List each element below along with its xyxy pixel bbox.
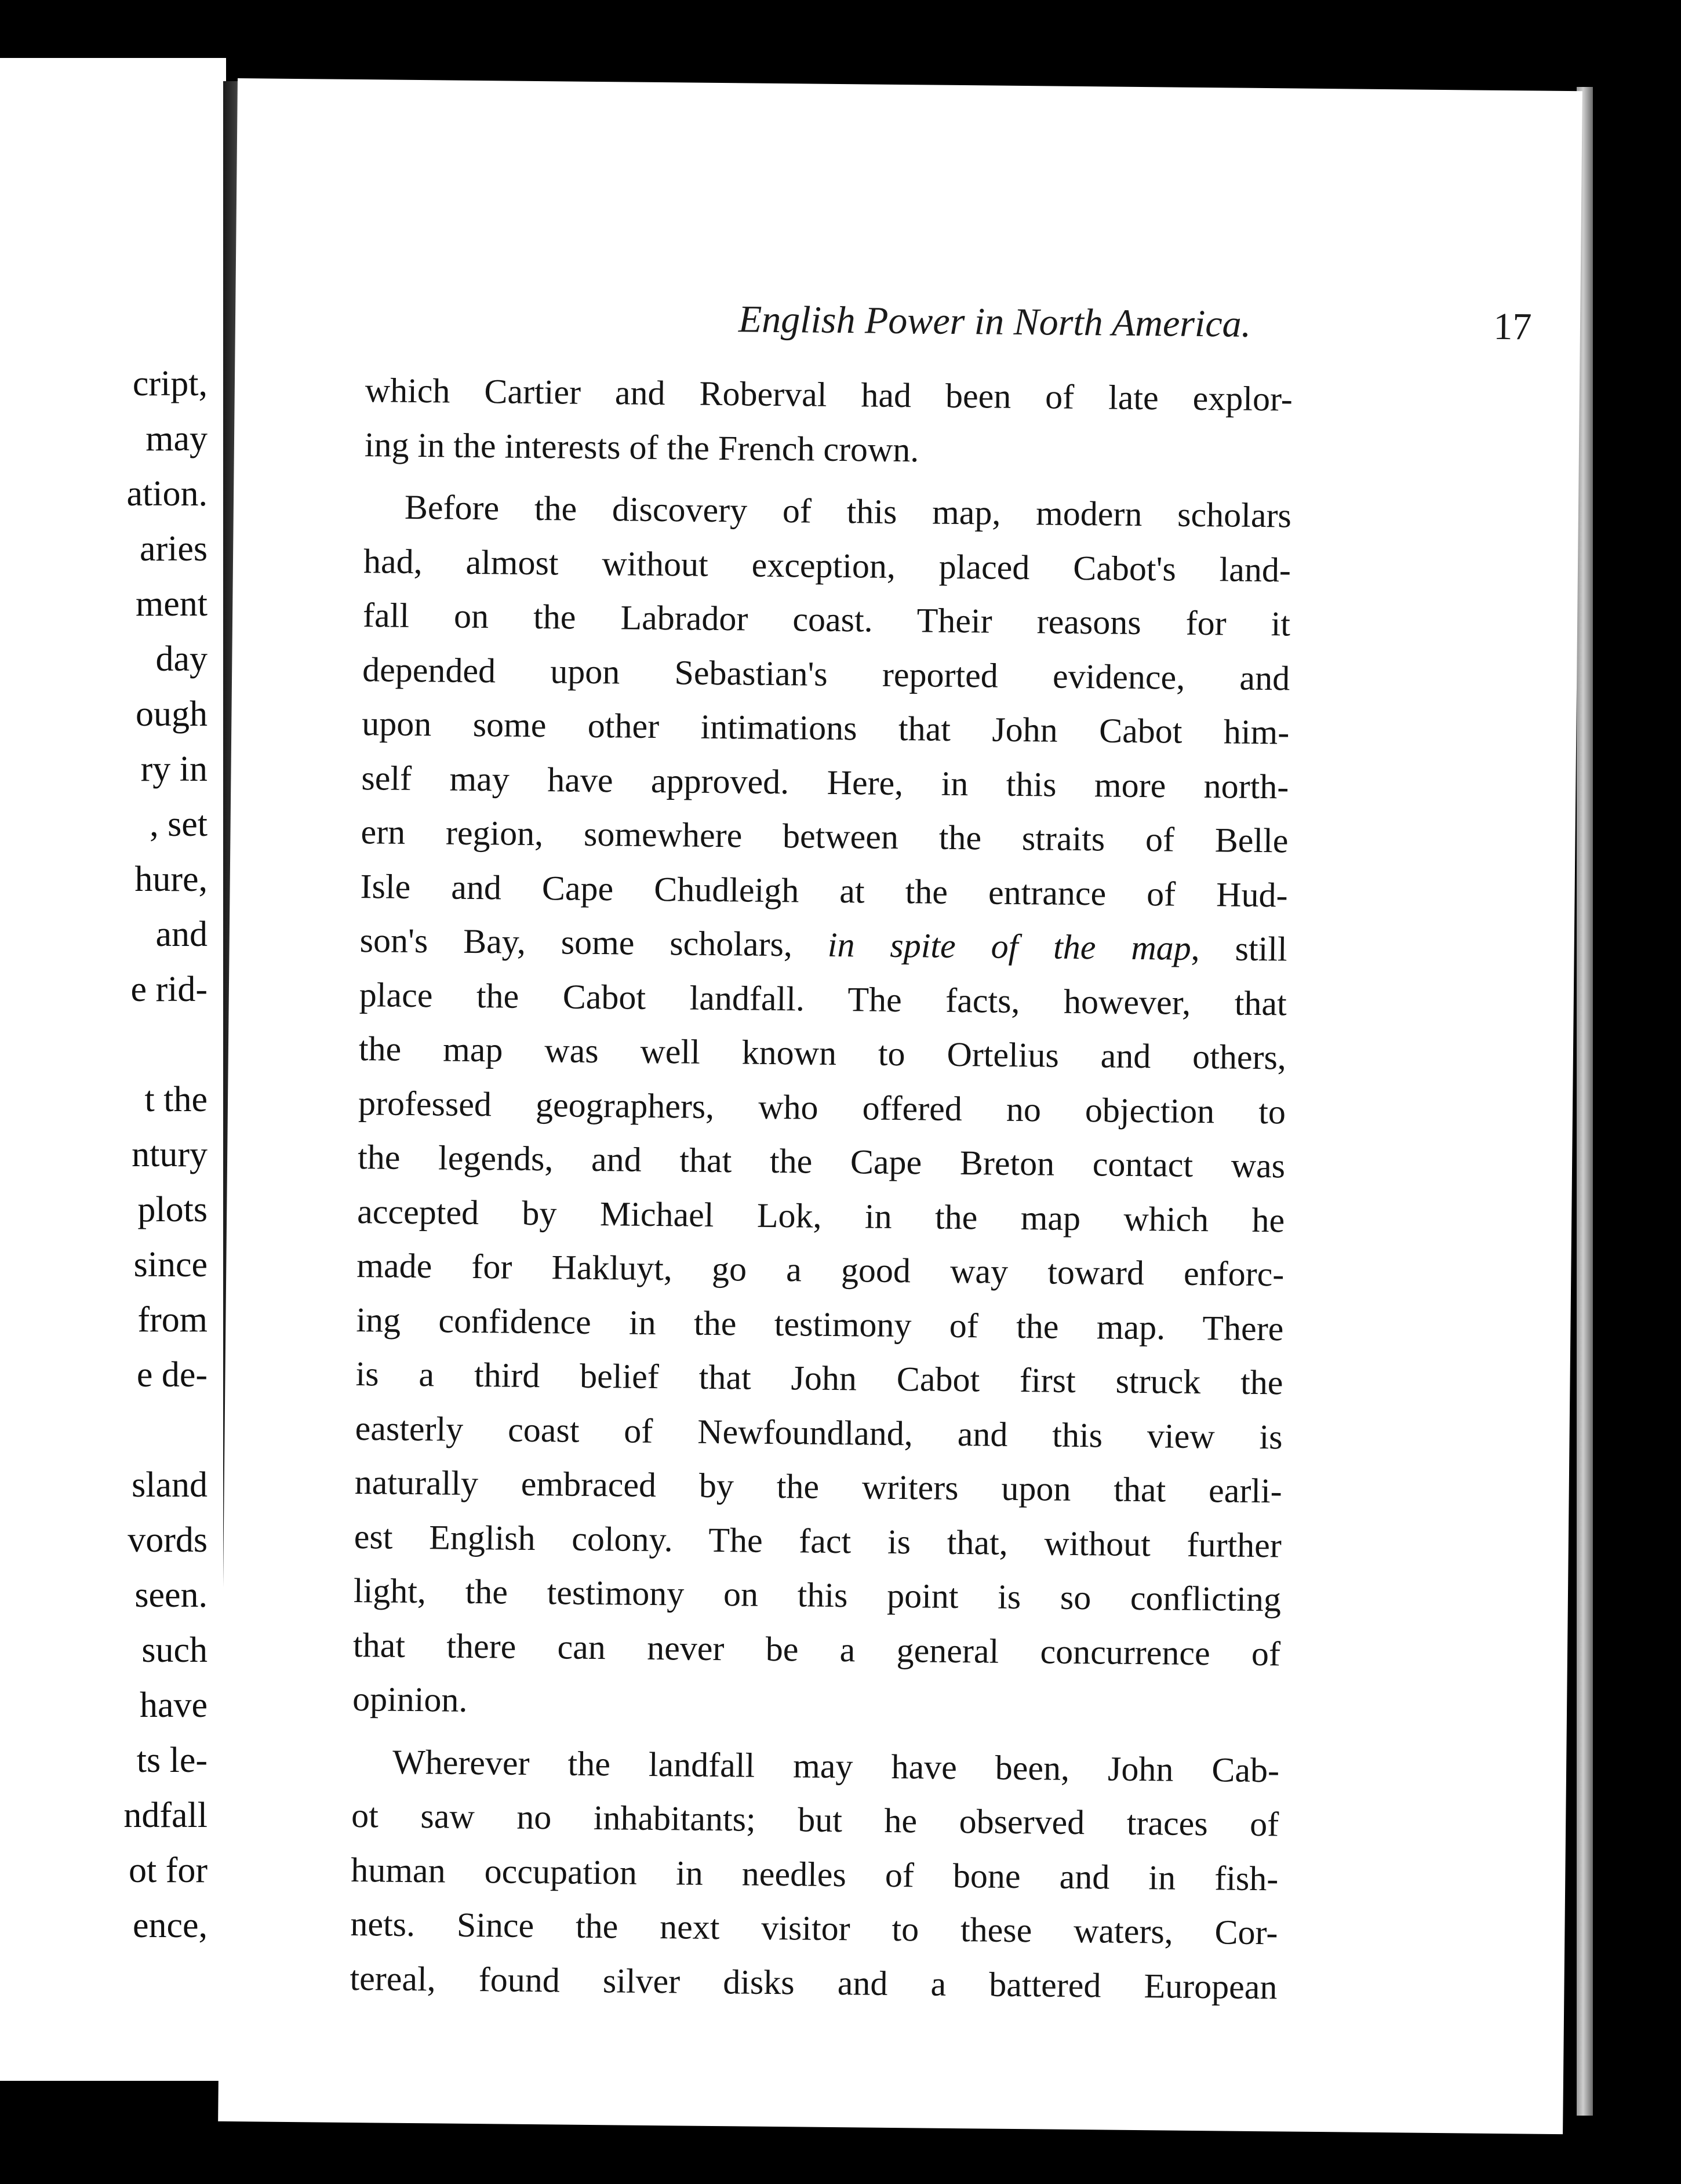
left-page-line: cript, [132,364,208,403]
paragraph-2 [352,480,1292,1735]
left-page-line: ation. [126,474,208,514]
left-page-line: have [139,1686,208,1725]
left-page-line: day [155,639,208,679]
left-page-line: hure, [134,860,208,899]
running-head-title: English Power in North America. [738,298,1251,345]
left-page-line: plots [137,1190,208,1229]
text-line: easterly coast of Newfoundland, and this view is [355,1408,1283,1456]
text-line: the legends, and that the Cape Breton contact was [357,1138,1286,1185]
text-line: ern region, somewhere between the straits of Belle [361,813,1289,860]
left-page-line: sland [132,1465,208,1505]
text-line: Wherever the landfall may have been, John Cab- [392,1742,1280,1789]
left-page-line [0,1403,208,1458]
left-page-line: aries [139,529,208,569]
left-page-line: ry in [140,749,208,789]
left-page-line: e rid- [130,970,208,1009]
right-page [218,78,1582,2134]
left-page-text-fragments [0,356,208,1953]
left-page-line: e de- [136,1355,208,1395]
text-line: depended upon Sebastian's reported evidence, and [362,650,1290,697]
left-page-line: seen. [134,1575,208,1615]
left-page-line: and [155,915,208,954]
text-line: self may have approved. Here, in this more north- [361,758,1289,806]
left-page-line: vords [128,1520,208,1560]
left-page-line: ence, [132,1906,208,1945]
text-line: ot saw no inhabitants; but he observed traces of [351,1796,1279,1844]
left-page-line: ment [136,584,208,624]
page-number: 17 [1493,305,1532,348]
left-page-line: may [145,419,208,458]
left-page-line [0,1017,208,1072]
text-line: fall on the Labrador coast. Their reasons for it [362,596,1291,643]
text-line: which Cartier and Roberval had been of late explor- [365,371,1293,418]
text-segment: son's Bay, some scholars, [359,921,828,964]
left-page-line: from [137,1300,208,1339]
text-line: Before the discovery of this map, modern scholars [404,487,1292,535]
text-line: place the Cabot landfall. The facts, however, that [359,975,1287,1022]
text-line: that there can never be a general concurrence of [352,1625,1281,1673]
text-line: ing in the interests of the French crown. [364,425,919,469]
text-line: upon some other intimations that John Cabot him- [362,704,1290,752]
left-page-line: ot for [128,1851,208,1890]
text-line: accepted by Michael Lok, in the map which he [356,1192,1285,1239]
text-line: est English colony. The fact is that, without further [354,1517,1282,1564]
running-head [583,296,1540,350]
body-text [350,363,1293,2022]
italic-phrase: in spite of the map [827,925,1192,967]
paragraph-3 [350,1735,1279,2015]
text-line: light, the testimony on this point is so conflicting [353,1571,1282,1619]
left-page-line: t the [144,1080,208,1119]
text-segment: , still [1191,929,1287,969]
text-line: made for Hakluyt, go a good way toward enforc- [356,1246,1285,1294]
text-line: tereal, found silver disks and a battered European [350,1959,1278,2006]
left-page-line: , set [150,805,208,844]
left-page-line: such [141,1630,208,1670]
text-line-with-italic [359,913,1287,977]
text-line: human occupation in needles of bone and in fish- [351,1850,1279,1898]
text-line: the map was well known to Ortelius and others, [358,1029,1287,1077]
text-line: had, almost without exception, placed Cabot's land- [363,541,1291,589]
text-line: opinion. [352,1680,468,1719]
left-page-line: ntury [132,1135,208,1174]
left-page-line: ough [136,694,208,734]
text-line: professed geographers, who offered no objection to [358,1083,1286,1131]
left-page-line: since [133,1245,208,1284]
left-page-line: ts le- [136,1741,208,1780]
text-line: Isle and Cape Chudleigh at the entrance of Hud- [360,867,1288,914]
text-line: ing confidence in the testimony of the map. There [356,1300,1284,1348]
text-line: naturally embraced by the writers upon that earli- [354,1463,1283,1510]
left-page-line: ndfall [123,1796,208,1835]
text-line: is a third belief that John Cabot first struck the [355,1355,1283,1402]
text-line: nets. Since the next visitor to these waters, Cor- [350,1905,1278,1952]
paragraph-1 [364,363,1293,481]
left-facing-page [0,58,226,2081]
